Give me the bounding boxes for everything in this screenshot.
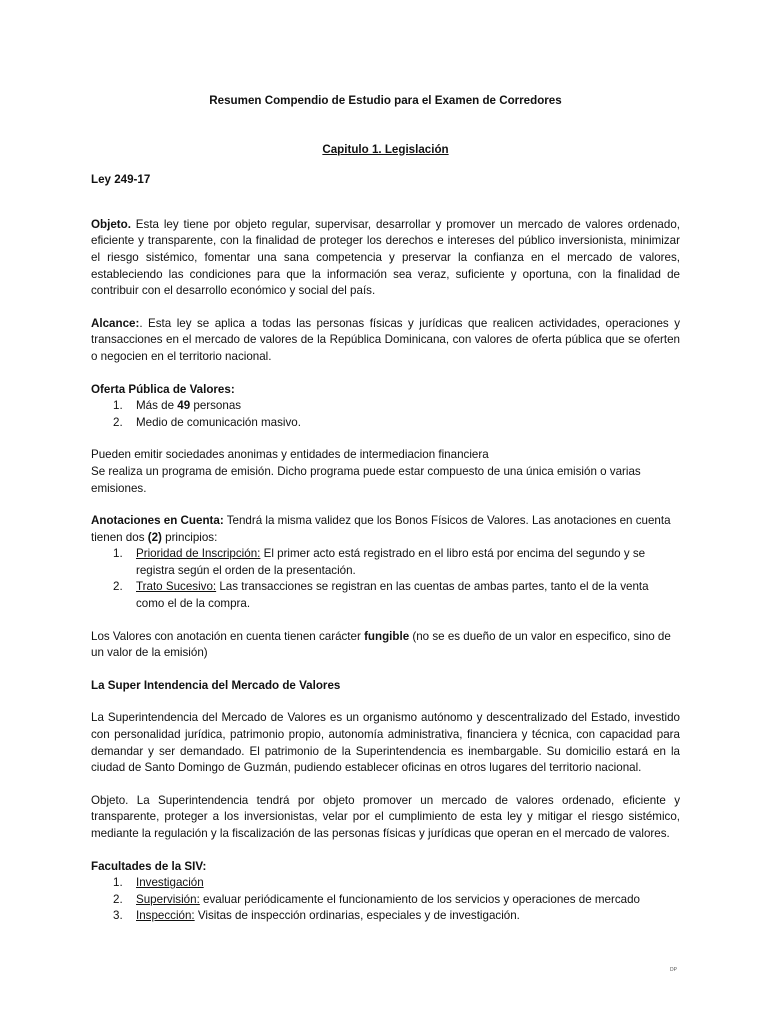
document-title: Resumen Compendio de Estudio para el Examen de Corredores xyxy=(209,94,562,107)
item-text: evaluar periódicamente el funcionamiento de los servicios y operaciones de mercado xyxy=(199,892,640,906)
item-text: personas xyxy=(190,399,242,413)
super-paragraph-2: Objeto. La Superintendencia tendrá por objeto promover un mercado de valores ordenado, eficiente y transparente, proteger a los inversionistas, velar por el cumplimiento de esta ley y mitigar el riesgo sistémico, mediante la regulación y la fiscalización de las personas físicas y jurídicas que operan en el mercado de valores. xyxy=(91,793,680,840)
anotaciones-text: Tendrá la misma validez que los Bonos Físicos de Valores. Las anotaciones en cuenta tienen dos xyxy=(91,514,671,544)
emisores-line: Pueden emitir sociedades anonimas y entidades de intermediacion financiera xyxy=(91,448,489,462)
fungible-term: fungible xyxy=(364,629,410,643)
fungible-paragraph xyxy=(91,629,680,662)
item-text: Medio de comunicación masivo. xyxy=(136,415,301,429)
list-item xyxy=(91,875,680,892)
super-heading: La Super Intendencia del Mercado de Valores xyxy=(91,678,341,692)
item-text: Más de xyxy=(136,399,178,413)
item-bold: 49 xyxy=(177,399,191,413)
list-item xyxy=(91,415,680,432)
programa-line: Se realiza un programa de emisión. Dicho programa puede estar compuesto de una única emisión o varias emisiones. xyxy=(91,464,641,495)
list-item xyxy=(91,546,680,579)
list-number: 1. xyxy=(113,399,123,413)
list-item xyxy=(91,398,680,415)
list-item xyxy=(91,579,680,612)
alcance-label: Alcance: xyxy=(91,316,140,330)
list-number: 2. xyxy=(113,415,123,429)
item-text: El primer acto está registrado en el libro está por encima del segundo y se registra según el orden de la presentación. xyxy=(136,547,646,577)
anotaciones-paragraph xyxy=(91,513,680,546)
objeto-label: Objeto. xyxy=(91,217,131,231)
chapter-heading: Capitulo 1. Legislación xyxy=(322,142,449,156)
item-term: Inspección: xyxy=(136,909,195,923)
fungible-post: (no se es dueño de un valor en especifico, sino de un valor de la emisión) xyxy=(91,629,671,660)
facultades-list xyxy=(91,875,680,925)
list-item xyxy=(91,892,680,909)
principios-list xyxy=(91,546,680,612)
facultades-heading: Facultades de la SIV: xyxy=(91,859,207,873)
item-term: Supervisión: xyxy=(136,892,200,906)
footer-mark: DP xyxy=(670,967,677,973)
list-number: 3. xyxy=(113,909,123,923)
alcance-text: . Esta ley se aplica a todas las personas físicas y jurídicas que realicen actividades, operaciones y transacciones en el mercado de valores de la República Dominicana, con valores de oferta pública que se oferten o negocien en el territorio nacional. xyxy=(91,316,680,363)
alcance-paragraph xyxy=(91,316,680,366)
law-heading: Ley 249-17 xyxy=(91,173,151,187)
oferta-list xyxy=(91,398,680,431)
fungible-pre: Los Valores con anotación en cuenta tienen carácter xyxy=(91,629,365,643)
super-paragraph-1: La Superintendencia del Mercado de Valores es un organismo autónomo y descentralizado del Estado, investido con personalidad jurídica, patrimonio propio, autonomía administrativa, financiera y técnica, con capacidad para demandar y ser demandado. El patrimonio de la Superintendencia es inembargable. Su domicilio estará en la ciudad de Santo Domingo de Guzmán, pudiendo establecer oficinas en otros lugares del territorio nacional. xyxy=(91,711,680,775)
list-number: 1. xyxy=(113,547,123,561)
objeto-paragraph xyxy=(91,217,680,300)
objeto-text: Esta ley tiene por objeto regular, supervisar, desarrollar y promover un mercado de valores ordenado, eficiente y transparente, con la finalidad de proteger los derechos e intereses del público inversionista, minimizar el riesgo sistémico, fomentar una sana competencia y preservar la confianza en el mercado de valores, estableciendo las condiciones para que la información sea veraz, suficiente y oportuna, con la finalidad de contribuir con el desarrollo económico y social del país. xyxy=(91,217,680,298)
anotaciones-count: (2) xyxy=(147,530,162,544)
list-number: 1. xyxy=(113,876,123,890)
item-text: Las transacciones se registran en las cuentas de ambas partes, tanto el de la venta como el de la compra. xyxy=(136,580,649,611)
item-term: Prioridad de Inscripción: xyxy=(136,547,261,561)
list-number: 2. xyxy=(113,580,123,594)
anotaciones-text2: principios: xyxy=(161,530,218,544)
anotaciones-label: Anotaciones en Cuenta: xyxy=(91,514,224,528)
oferta-heading: Oferta Pública de Valores: xyxy=(91,382,235,396)
list-number: 2. xyxy=(113,892,123,906)
item-term: Investigación xyxy=(136,876,204,890)
item-term: Trato Sucesivo: xyxy=(136,580,217,594)
item-text: Visitas de inspección ordinarias, especiales y de investigación. xyxy=(194,909,520,923)
list-item xyxy=(91,908,680,925)
